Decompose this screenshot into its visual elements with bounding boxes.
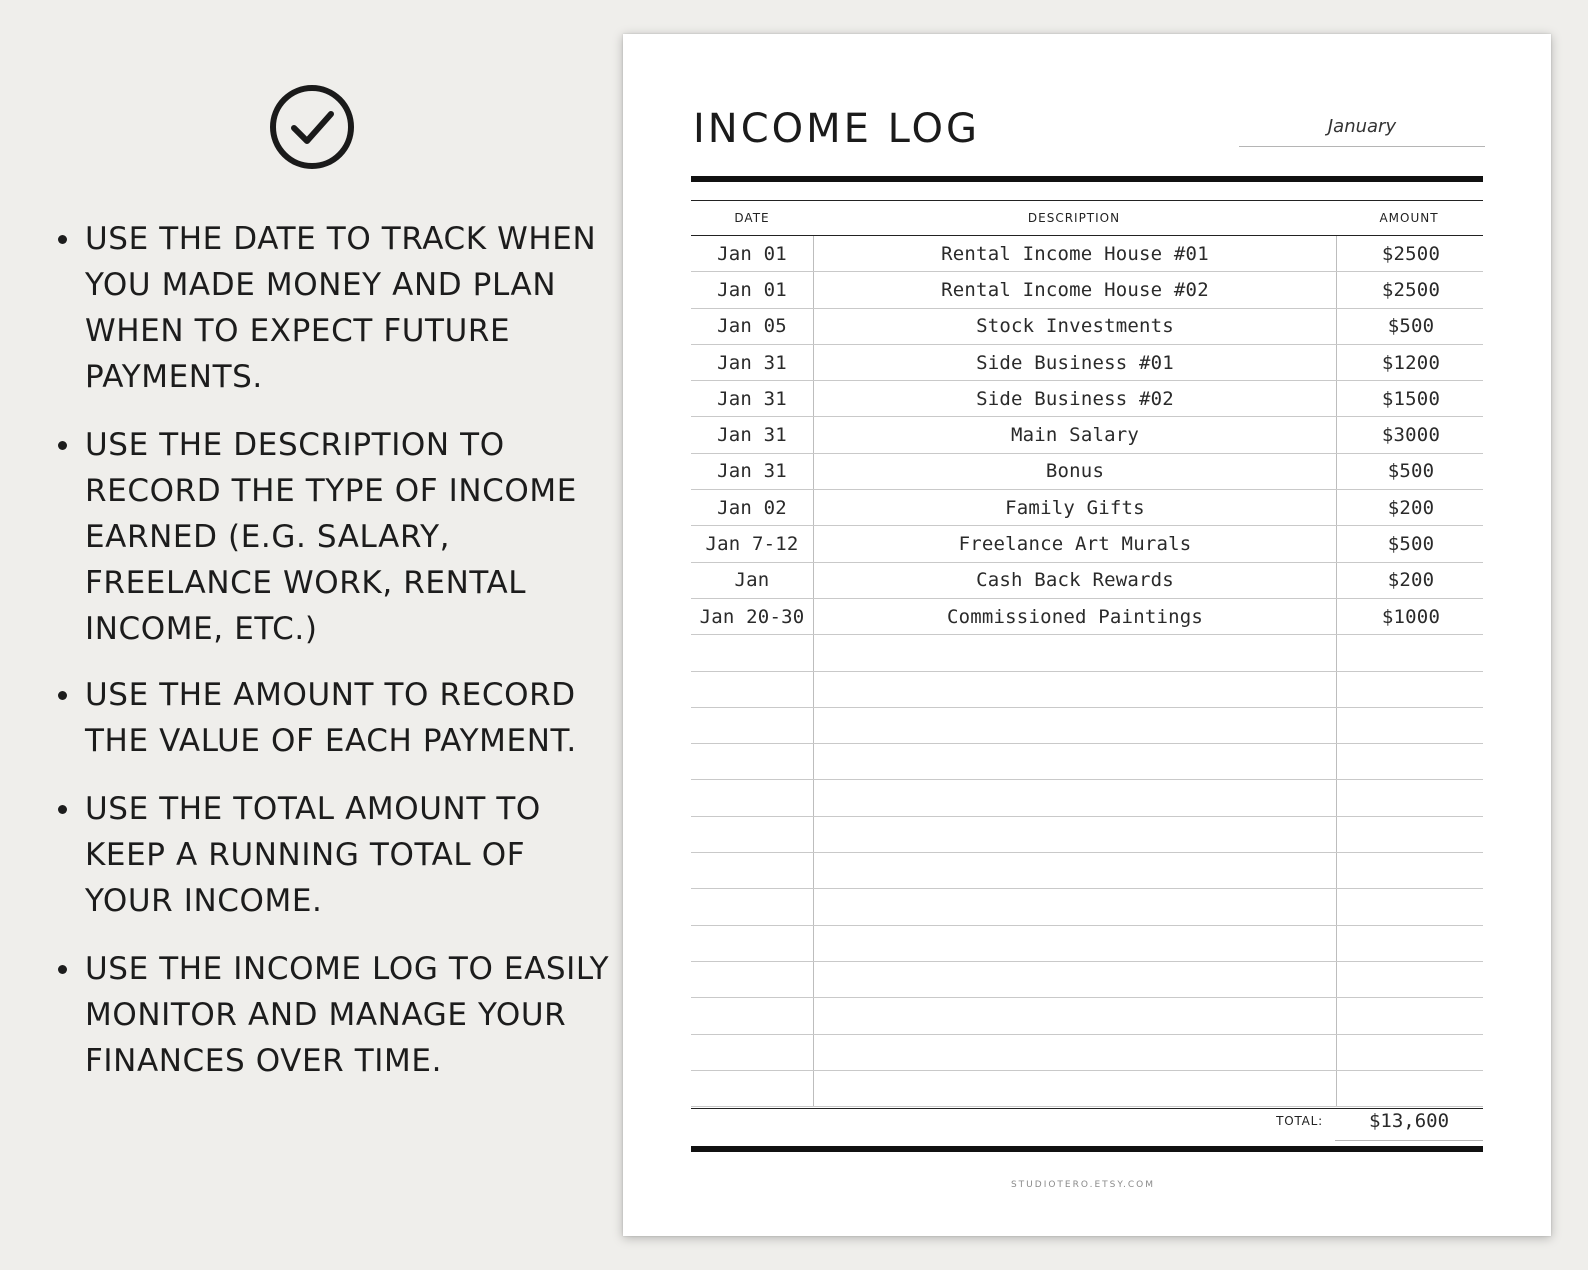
- instruction-item: USE THE DATE TO TRACK WHEN YOU MADE MONEY AND PLAN WHEN TO EXPECT FUTURE PAYMENTS.: [55, 216, 615, 400]
- table-row: [691, 345, 1483, 381]
- table-row: [691, 780, 1483, 816]
- cell-amount: [1337, 962, 1485, 997]
- bullet-icon: [58, 965, 67, 974]
- instruction-item: USE THE TOTAL AMOUNT TO KEEP A RUNNING TOTAL OF YOUR INCOME.: [55, 786, 615, 924]
- table-row: [691, 744, 1483, 780]
- cell-description: [814, 672, 1337, 707]
- month-field: January: [1239, 116, 1485, 147]
- cell-date: Jan: [691, 563, 814, 598]
- table-row: [691, 490, 1483, 526]
- table-row: [691, 926, 1483, 962]
- cell-date: Jan 31: [691, 345, 814, 380]
- cell-description: [814, 1035, 1337, 1070]
- cell-amount: [1337, 708, 1485, 743]
- cell-description: Rental Income House #02: [814, 272, 1337, 307]
- cell-amount: $1000: [1381, 605, 1441, 628]
- cell-date: Jan 05: [691, 309, 814, 344]
- cell-amount: [1337, 817, 1485, 852]
- cell-amount: [1337, 1035, 1485, 1070]
- cell-date: [691, 962, 814, 997]
- cell-description: [814, 708, 1337, 743]
- cell-amount: [1337, 635, 1485, 670]
- table-row: [691, 381, 1483, 417]
- cell-amount: [1337, 780, 1485, 815]
- cell-description: [814, 853, 1337, 888]
- bullet-icon: [58, 805, 67, 814]
- cell-date: Jan 01: [691, 272, 814, 307]
- instruction-list: [55, 216, 615, 1106]
- cell-amount: [1337, 853, 1485, 888]
- cell-amount: [1337, 1071, 1485, 1106]
- bottom-divider: [691, 1146, 1483, 1152]
- cell-description: [814, 998, 1337, 1033]
- table-row: [691, 236, 1483, 272]
- instruction-item: USE THE INCOME LOG TO EASILY MONITOR AND MANAGE YOUR FINANCES OVER TIME.: [55, 946, 615, 1084]
- header-date: DATE: [734, 211, 770, 225]
- table-row: [691, 599, 1483, 635]
- cell-description: Main Salary: [814, 417, 1337, 452]
- cell-date: [691, 744, 814, 779]
- table-row: [691, 454, 1483, 490]
- cell-amount: [1337, 998, 1485, 1033]
- top-divider: [691, 176, 1483, 182]
- cell-amount: $1500: [1381, 387, 1441, 410]
- cell-description: Side Business #01: [814, 345, 1337, 380]
- cell-date: Jan 01: [691, 236, 814, 271]
- table-row: [691, 272, 1483, 308]
- cell-amount: $1200: [1381, 351, 1441, 374]
- table-row: [691, 309, 1483, 345]
- cell-description: Family Gifts: [814, 490, 1337, 525]
- cell-date: Jan 31: [691, 417, 814, 452]
- page-title: INCOME LOG: [693, 106, 980, 152]
- header-description: DESCRIPTION: [1027, 211, 1121, 225]
- cell-date: [691, 853, 814, 888]
- cell-amount: $3000: [1381, 424, 1441, 447]
- table-row: [691, 817, 1483, 853]
- total-divider: [691, 1108, 1483, 1109]
- cell-description: [814, 889, 1337, 924]
- cell-amount: [1337, 889, 1485, 924]
- cell-date: [691, 1071, 814, 1106]
- total-value: $13,600: [1335, 1110, 1483, 1141]
- cell-date: [691, 708, 814, 743]
- table-row: [691, 635, 1483, 671]
- cell-description: [814, 780, 1337, 815]
- table-row: [691, 853, 1483, 889]
- instruction-item: USE THE DESCRIPTION TO RECORD THE TYPE OF INCOME EARNED (E.G. SALARY, FREELANCE WORK, RENTAL INCOME, ETC.): [55, 422, 615, 652]
- table-row: [691, 526, 1483, 562]
- cell-amount: $500: [1387, 533, 1435, 556]
- table-row: [691, 563, 1483, 599]
- table-header: [691, 200, 1483, 236]
- cell-date: [691, 1035, 814, 1070]
- cell-amount: [1337, 926, 1485, 961]
- cell-description: [814, 1071, 1337, 1106]
- table-row: [691, 1035, 1483, 1071]
- cell-amount: [1337, 672, 1485, 707]
- cell-date: [691, 672, 814, 707]
- cell-date: [691, 780, 814, 815]
- cell-description: Commissioned Paintings: [814, 599, 1337, 634]
- cell-description: Stock Investments: [814, 309, 1337, 344]
- cell-description: [814, 817, 1337, 852]
- table-body: [691, 236, 1483, 1107]
- total-label: TOTAL:: [1276, 1114, 1323, 1128]
- cell-description: Freelance Art Murals: [814, 526, 1337, 561]
- check-circle-icon: [269, 84, 355, 170]
- cell-date: [691, 926, 814, 961]
- cell-date: [691, 889, 814, 924]
- cell-date: Jan 02: [691, 490, 814, 525]
- bullet-icon: [58, 235, 67, 244]
- cell-description: [814, 635, 1337, 670]
- footer-credit: STUDIOTERO.ETSY.COM: [1010, 1180, 1156, 1190]
- cell-amount: $200: [1387, 569, 1435, 592]
- table-row: [691, 998, 1483, 1034]
- cell-date: Jan 7-12: [691, 526, 814, 561]
- cell-description: [814, 926, 1337, 961]
- cell-date: Jan 31: [691, 381, 814, 416]
- cell-description: [814, 962, 1337, 997]
- cell-description: [814, 744, 1337, 779]
- cell-amount: $2500: [1381, 242, 1441, 265]
- header-amount: AMOUNT: [1379, 211, 1439, 225]
- cell-amount: [1337, 744, 1485, 779]
- cell-date: Jan 20-30: [691, 599, 814, 634]
- table-row: [691, 417, 1483, 453]
- cell-description: Rental Income House #01: [814, 236, 1337, 271]
- income-log-page: [623, 34, 1551, 1236]
- cell-description: Bonus: [814, 454, 1337, 489]
- table-row: [691, 889, 1483, 925]
- bullet-icon: [58, 441, 67, 450]
- cell-amount: $200: [1387, 496, 1435, 519]
- cell-description: Cash Back Rewards: [814, 563, 1337, 598]
- cell-date: Jan 31: [691, 454, 814, 489]
- table-row: [691, 962, 1483, 998]
- cell-description: Side Business #02: [814, 381, 1337, 416]
- cell-date: [691, 998, 814, 1033]
- income-table: [691, 200, 1483, 1107]
- cell-amount: $500: [1387, 315, 1435, 338]
- table-row: [691, 708, 1483, 744]
- table-row: [691, 672, 1483, 708]
- instructions-panel: [0, 0, 610, 1270]
- instruction-item: USE THE AMOUNT TO RECORD THE VALUE OF EACH PAYMENT.: [55, 672, 615, 764]
- cell-date: [691, 817, 814, 852]
- cell-amount: $2500: [1381, 278, 1441, 301]
- bullet-icon: [58, 691, 67, 700]
- cell-date: [691, 635, 814, 670]
- table-row: [691, 1071, 1483, 1107]
- cell-amount: $500: [1387, 460, 1435, 483]
